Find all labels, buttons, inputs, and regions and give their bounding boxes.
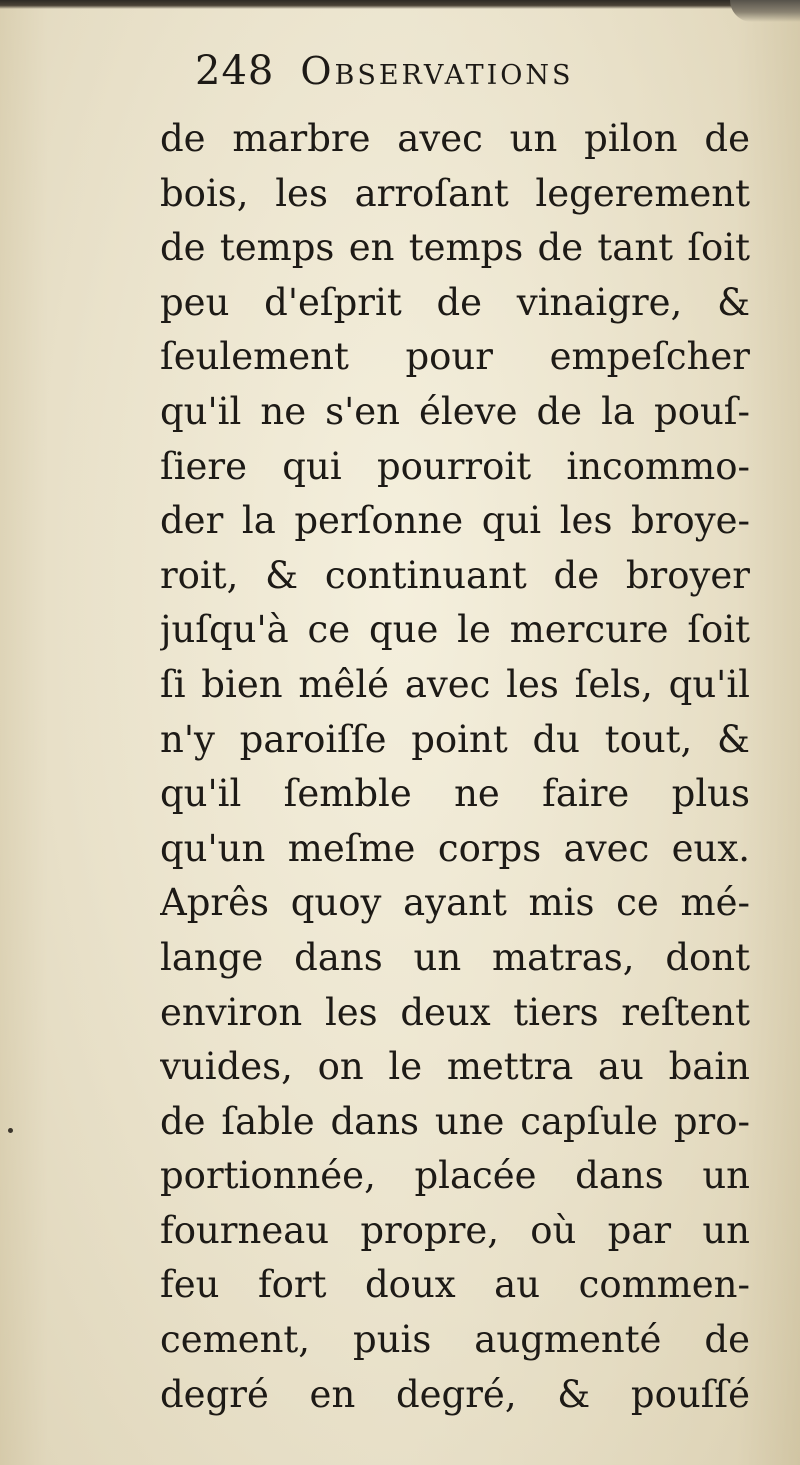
text-line: ſi bien mêlé avec les ſels, qu'il xyxy=(160,662,750,706)
text-line: qu'il ſemble ne faire plus xyxy=(160,772,750,816)
page-number: 248 xyxy=(195,48,275,94)
text-line: degré en degré, & pouſſé xyxy=(160,1372,750,1416)
text-line: de ſable dans une capſule pro- xyxy=(160,1099,750,1143)
text-line: bois, les arroſant legerement xyxy=(160,171,750,215)
body-text xyxy=(160,112,750,1422)
text-line: Aprês quoy ayant mis ce mé- xyxy=(160,881,750,925)
text-line: environ les deux tiers reſtent xyxy=(160,990,750,1034)
text-line: portionnée, placée dans un xyxy=(160,1154,750,1198)
text-line: roit, & continuant de broyer xyxy=(160,553,750,597)
text-line: qu'il ne s'en éleve de la pouſ- xyxy=(160,389,750,433)
page-header xyxy=(195,48,574,108)
text-line: n'y paroiſſe point du tout, & xyxy=(160,717,750,761)
text-line: de temps en temps de tant ſoit xyxy=(160,226,750,270)
text-line: lange dans un matras, dont xyxy=(160,935,750,979)
text-line: juſqu'à ce que le mercure ſoit xyxy=(160,608,750,652)
text-line: feu fort doux au commen- xyxy=(160,1263,750,1307)
ink-speck xyxy=(8,1128,13,1133)
text-line: der la perſonne qui les broye- xyxy=(160,499,750,543)
text-line: vuides, on le mettra au bain xyxy=(160,1045,750,1089)
text-line: qu'un meſme corps avec eux. xyxy=(160,826,750,870)
text-line: fourneau propre, où par un xyxy=(160,1208,750,1252)
text-line: ſiere qui pourroit incommo- xyxy=(160,444,750,488)
text-line: ſeulement pour empeſcher xyxy=(160,335,750,379)
running-head: Observations xyxy=(300,49,574,93)
page-top-edge xyxy=(0,0,800,9)
page-corner-shadow xyxy=(730,0,800,22)
text-line: peu d'eſprit de vinaigre, & xyxy=(160,280,750,324)
text-line: cement, puis augmenté de xyxy=(160,1318,750,1362)
text-line: de marbre avec un pilon de xyxy=(160,117,750,160)
